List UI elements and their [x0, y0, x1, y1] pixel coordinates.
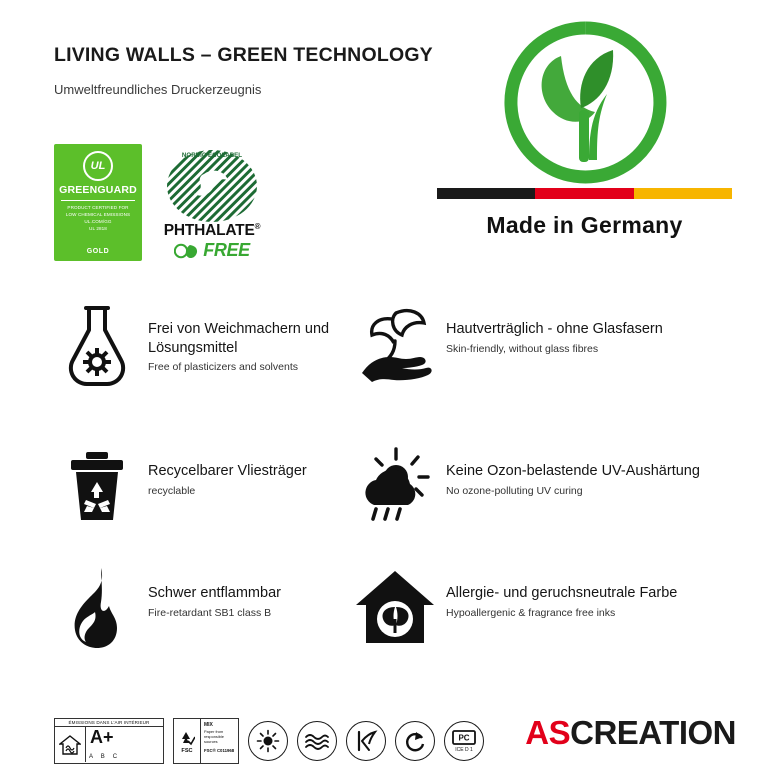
flask-icon	[54, 298, 140, 390]
svg-text:ICE D 1: ICE D 1	[455, 747, 473, 753]
phthalate-free-row	[158, 240, 266, 261]
page-title: LIVING WALLS – GREEN TECHNOLOGY	[54, 44, 433, 66]
feature-text	[438, 298, 663, 356]
feature-text	[140, 298, 354, 375]
feature-label-de: Hautverträglich - ohne Glasfasern	[446, 321, 663, 337]
feature-label-de: Keine Ozon-belastende UV-Aushärtung	[446, 463, 700, 479]
feature-label-en: recyclable	[148, 484, 196, 497]
free-word: FREE	[203, 240, 250, 260]
svg-text:PC: PC	[458, 733, 470, 743]
feature-label-en: Fire-retardant SB1 class B	[148, 606, 272, 619]
feature-skin-friendly	[352, 298, 752, 390]
greenguard-line-2: LOW CHEMICAL EMISSIONS	[65, 212, 131, 218]
leaf-small-icon	[174, 242, 200, 260]
feature-text	[140, 440, 307, 498]
feature-recyclable	[54, 440, 354, 532]
footer-badge-row	[54, 718, 484, 764]
feature-label-en: Hypoallergenic & fragrance free inks	[446, 606, 616, 619]
divider	[61, 200, 135, 201]
house-with-leaf-icon	[352, 562, 438, 654]
peel-resistant-icon	[346, 721, 386, 761]
sun-burst-icon	[248, 721, 288, 761]
feature-text	[438, 562, 677, 620]
waves-icon	[297, 721, 337, 761]
page-subtitle: Umweltfreundliches Druckerzeugnis	[54, 82, 262, 97]
house-emission-icon	[55, 727, 86, 762]
fsc-mix: MIX	[204, 722, 213, 728]
phthalate-word: PHTHALATE	[163, 222, 255, 240]
greenguard-certification-text	[54, 204, 142, 232]
greenguard-level: GOLD	[86, 248, 110, 255]
brand-creation: CREATION	[570, 714, 736, 751]
feature-free-of-plasticizers	[54, 298, 354, 390]
feature-label-en: Free of plasticizers and solvents	[148, 361, 298, 374]
feature-hypoallergenic	[352, 562, 752, 654]
svg-text:NORDIC ECOLABEL: NORDIC ECOLABEL	[181, 152, 243, 159]
nordic-swan-icon	[164, 144, 260, 224]
recycle-bin-icon	[54, 440, 140, 532]
strippable-icon	[395, 721, 435, 761]
feature-text	[438, 440, 700, 498]
tree-checkmark-icon	[179, 729, 195, 747]
feature-label-en: Skin-friendly, without glass fibres	[446, 342, 599, 355]
phthalate-free-badge	[158, 144, 266, 261]
greenguard-line-1: PRODUCT CERTIFIED FOR	[67, 205, 129, 210]
fsc-badge	[173, 718, 239, 764]
registered-mark: ®	[254, 222, 261, 231]
flame-icon	[54, 562, 140, 654]
feature-label-de: Recycelbarer Vliesträger	[148, 463, 307, 479]
feature-fire-retardant	[54, 562, 354, 654]
greenguard-name: GREENGUARD	[59, 184, 137, 196]
brand-as: AS	[525, 714, 571, 751]
feature-text	[140, 562, 281, 620]
feature-label-de: Allergie- und geruchsneutrale Farbe	[446, 585, 678, 601]
fsc-description	[201, 719, 238, 763]
german-flag-bar	[437, 188, 732, 199]
fsc-text: FSC	[181, 747, 193, 754]
fsc-desc: Paper from responsible sources	[204, 728, 224, 745]
greenguard-line-3: UL.COM/GG	[84, 219, 112, 225]
green-leaf-circle-logo	[503, 20, 668, 185]
feature-label-de: Schwer entflammbar	[148, 585, 281, 601]
as-creation-logo	[525, 716, 736, 749]
fsc-mark	[174, 719, 201, 763]
feature-label-en: No ozone-polluting UV curing	[446, 484, 583, 497]
ul-mark: UL	[83, 151, 113, 181]
made-in-germany-label: Made in Germany	[486, 212, 683, 238]
hand-with-plant-icon	[352, 298, 438, 390]
emissions-top-label: ÉMISSIONS DANS L'AIR INTÉRIEUR	[55, 719, 163, 727]
pc-label-icon	[444, 721, 484, 761]
fsc-code: FSC® C011968	[204, 747, 235, 753]
emissions-grade: A+	[90, 727, 114, 747]
indoor-air-emissions-badge	[54, 718, 164, 764]
feature-no-uv-curing	[352, 440, 752, 532]
phthalate-title	[158, 222, 266, 240]
feature-label-de: Frei von Weichmachern und Lösungsmittel	[148, 321, 330, 356]
greenguard-line-4: UL 2818	[89, 226, 107, 232]
greenguard-gold-badge	[54, 144, 142, 261]
sun-cloud-rain-icon	[352, 440, 438, 532]
emissions-scale: A B C	[89, 754, 121, 760]
